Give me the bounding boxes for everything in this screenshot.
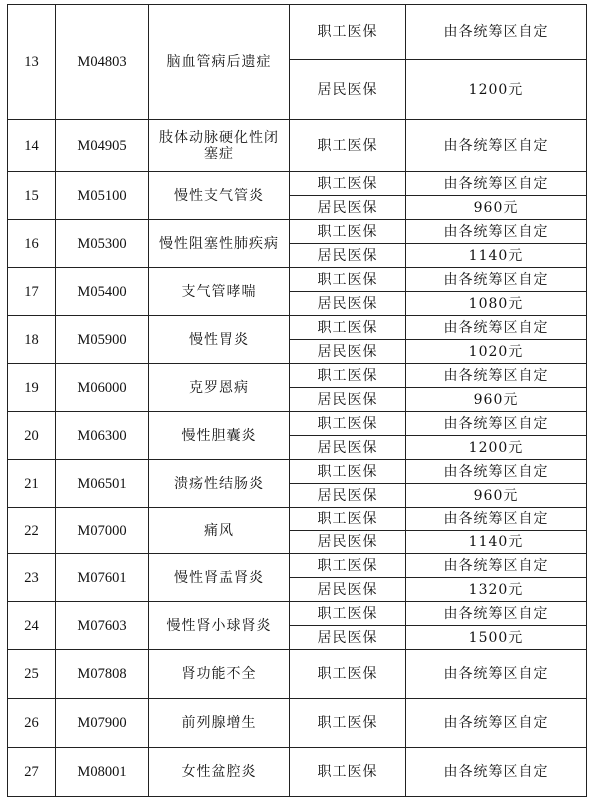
insurance-type: 职工医保 bbox=[290, 602, 406, 626]
payment-standard: 由各统筹区自定 bbox=[406, 316, 587, 340]
insurance-type: 职工医保 bbox=[290, 172, 406, 196]
row-number: 15 bbox=[8, 172, 56, 220]
disease-name: 慢性胆囊炎 bbox=[149, 412, 290, 460]
insurance-type: 职工医保 bbox=[290, 460, 406, 484]
insurance-type: 职工医保 bbox=[290, 650, 406, 699]
table-row bbox=[8, 554, 587, 578]
disease-name: 痛风 bbox=[149, 508, 290, 554]
insurance-type: 居民医保 bbox=[290, 531, 406, 554]
disease-code: M06501 bbox=[56, 460, 149, 508]
payment-standard: 由各统筹区自定 bbox=[406, 268, 587, 292]
payment-standard: 由各统筹区自定 bbox=[406, 460, 587, 484]
row-number: 21 bbox=[8, 460, 56, 508]
row-number: 19 bbox=[8, 364, 56, 412]
disease-name: 慢性支气管炎 bbox=[149, 172, 290, 220]
insurance-type: 职工医保 bbox=[290, 364, 406, 388]
table-row bbox=[8, 508, 587, 531]
payment-standard: 由各统筹区自定 bbox=[406, 364, 587, 388]
disease-code: M07900 bbox=[56, 699, 149, 748]
payment-standard: 1320元 bbox=[406, 578, 587, 602]
disease-name: 前列腺增生 bbox=[149, 699, 290, 748]
disease-code: M05900 bbox=[56, 316, 149, 364]
disease-code: M05100 bbox=[56, 172, 149, 220]
table-row bbox=[8, 748, 587, 797]
payment-standard: 1080元 bbox=[406, 292, 587, 316]
payment-standard: 1140元 bbox=[406, 531, 587, 554]
insurance-type: 职工医保 bbox=[290, 699, 406, 748]
disease-code: M04905 bbox=[56, 120, 149, 172]
row-number: 17 bbox=[8, 268, 56, 316]
payment-standard: 由各统筹区自定 bbox=[406, 5, 587, 60]
payment-standard: 由各统筹区自定 bbox=[406, 120, 587, 172]
table-row bbox=[8, 460, 587, 484]
table-row bbox=[8, 412, 587, 436]
disease-code: M07601 bbox=[56, 554, 149, 602]
disease-name: 肾功能不全 bbox=[149, 650, 290, 699]
payment-standard: 1140元 bbox=[406, 244, 587, 268]
insurance-type: 职工医保 bbox=[290, 554, 406, 578]
disease-table bbox=[7, 4, 587, 797]
insurance-type: 职工医保 bbox=[290, 5, 406, 60]
table-row bbox=[8, 602, 587, 626]
disease-code: M07603 bbox=[56, 602, 149, 650]
insurance-type: 居民医保 bbox=[290, 60, 406, 120]
disease-name: 克罗恩病 bbox=[149, 364, 290, 412]
disease-name: 慢性肾盂肾炎 bbox=[149, 554, 290, 602]
table-row bbox=[8, 5, 587, 60]
payment-standard: 由各统筹区自定 bbox=[406, 748, 587, 797]
payment-standard: 960元 bbox=[406, 484, 587, 508]
insurance-type: 居民医保 bbox=[290, 196, 406, 220]
payment-standard: 1020元 bbox=[406, 340, 587, 364]
table-row bbox=[8, 268, 587, 292]
table-row bbox=[8, 120, 587, 172]
row-number: 16 bbox=[8, 220, 56, 268]
insurance-type: 居民医保 bbox=[290, 436, 406, 460]
payment-standard: 由各统筹区自定 bbox=[406, 602, 587, 626]
insurance-type: 居民医保 bbox=[290, 484, 406, 508]
insurance-type: 居民医保 bbox=[290, 626, 406, 650]
disease-name: 肢体动脉硬化性闭塞症 bbox=[149, 120, 290, 172]
table-row bbox=[8, 364, 587, 388]
table-row bbox=[8, 172, 587, 196]
row-number: 14 bbox=[8, 120, 56, 172]
table-row bbox=[8, 220, 587, 244]
insurance-type: 居民医保 bbox=[290, 340, 406, 364]
insurance-type: 职工医保 bbox=[290, 316, 406, 340]
disease-name: 支气管哮喘 bbox=[149, 268, 290, 316]
payment-standard: 1500元 bbox=[406, 626, 587, 650]
payment-standard: 1200元 bbox=[406, 60, 587, 120]
payment-standard: 由各统筹区自定 bbox=[406, 220, 587, 244]
disease-code: M06300 bbox=[56, 412, 149, 460]
row-number: 25 bbox=[8, 650, 56, 699]
disease-name: 女性盆腔炎 bbox=[149, 748, 290, 797]
insurance-type: 居民医保 bbox=[290, 388, 406, 412]
disease-code: M07000 bbox=[56, 508, 149, 554]
payment-standard: 由各统筹区自定 bbox=[406, 554, 587, 578]
payment-standard: 由各统筹区自定 bbox=[406, 172, 587, 196]
disease-code: M07808 bbox=[56, 650, 149, 699]
payment-standard: 由各统筹区自定 bbox=[406, 508, 587, 531]
insurance-type: 居民医保 bbox=[290, 244, 406, 268]
insurance-type: 职工医保 bbox=[290, 220, 406, 244]
insurance-type: 居民医保 bbox=[290, 578, 406, 602]
disease-name: 慢性胃炎 bbox=[149, 316, 290, 364]
insurance-type: 职工医保 bbox=[290, 120, 406, 172]
disease-name: 脑血管病后遗症 bbox=[149, 5, 290, 120]
row-number: 26 bbox=[8, 699, 56, 748]
payment-standard: 1200元 bbox=[406, 436, 587, 460]
payment-standard: 960元 bbox=[406, 196, 587, 220]
payment-standard: 960元 bbox=[406, 388, 587, 412]
row-number: 20 bbox=[8, 412, 56, 460]
disease-code: M04803 bbox=[56, 5, 149, 120]
payment-standard: 由各统筹区自定 bbox=[406, 699, 587, 748]
table-row bbox=[8, 316, 587, 340]
disease-code: M05400 bbox=[56, 268, 149, 316]
disease-code: M06000 bbox=[56, 364, 149, 412]
insurance-type: 职工医保 bbox=[290, 412, 406, 436]
disease-code: M08001 bbox=[56, 748, 149, 797]
insurance-type: 居民医保 bbox=[290, 292, 406, 316]
disease-code: M05300 bbox=[56, 220, 149, 268]
insurance-type: 职工医保 bbox=[290, 268, 406, 292]
table-row bbox=[8, 650, 587, 699]
disease-name: 慢性阻塞性肺疾病 bbox=[149, 220, 290, 268]
disease-name: 慢性肾小球肾炎 bbox=[149, 602, 290, 650]
row-number: 24 bbox=[8, 602, 56, 650]
table-row bbox=[8, 699, 587, 748]
disease-name: 溃疡性结肠炎 bbox=[149, 460, 290, 508]
row-number: 13 bbox=[8, 5, 56, 120]
payment-standard: 由各统筹区自定 bbox=[406, 412, 587, 436]
disease-table-body bbox=[8, 5, 587, 797]
insurance-type: 职工医保 bbox=[290, 748, 406, 797]
row-number: 18 bbox=[8, 316, 56, 364]
row-number: 23 bbox=[8, 554, 56, 602]
row-number: 22 bbox=[8, 508, 56, 554]
payment-standard: 由各统筹区自定 bbox=[406, 650, 587, 699]
row-number: 27 bbox=[8, 748, 56, 797]
insurance-type: 职工医保 bbox=[290, 508, 406, 531]
